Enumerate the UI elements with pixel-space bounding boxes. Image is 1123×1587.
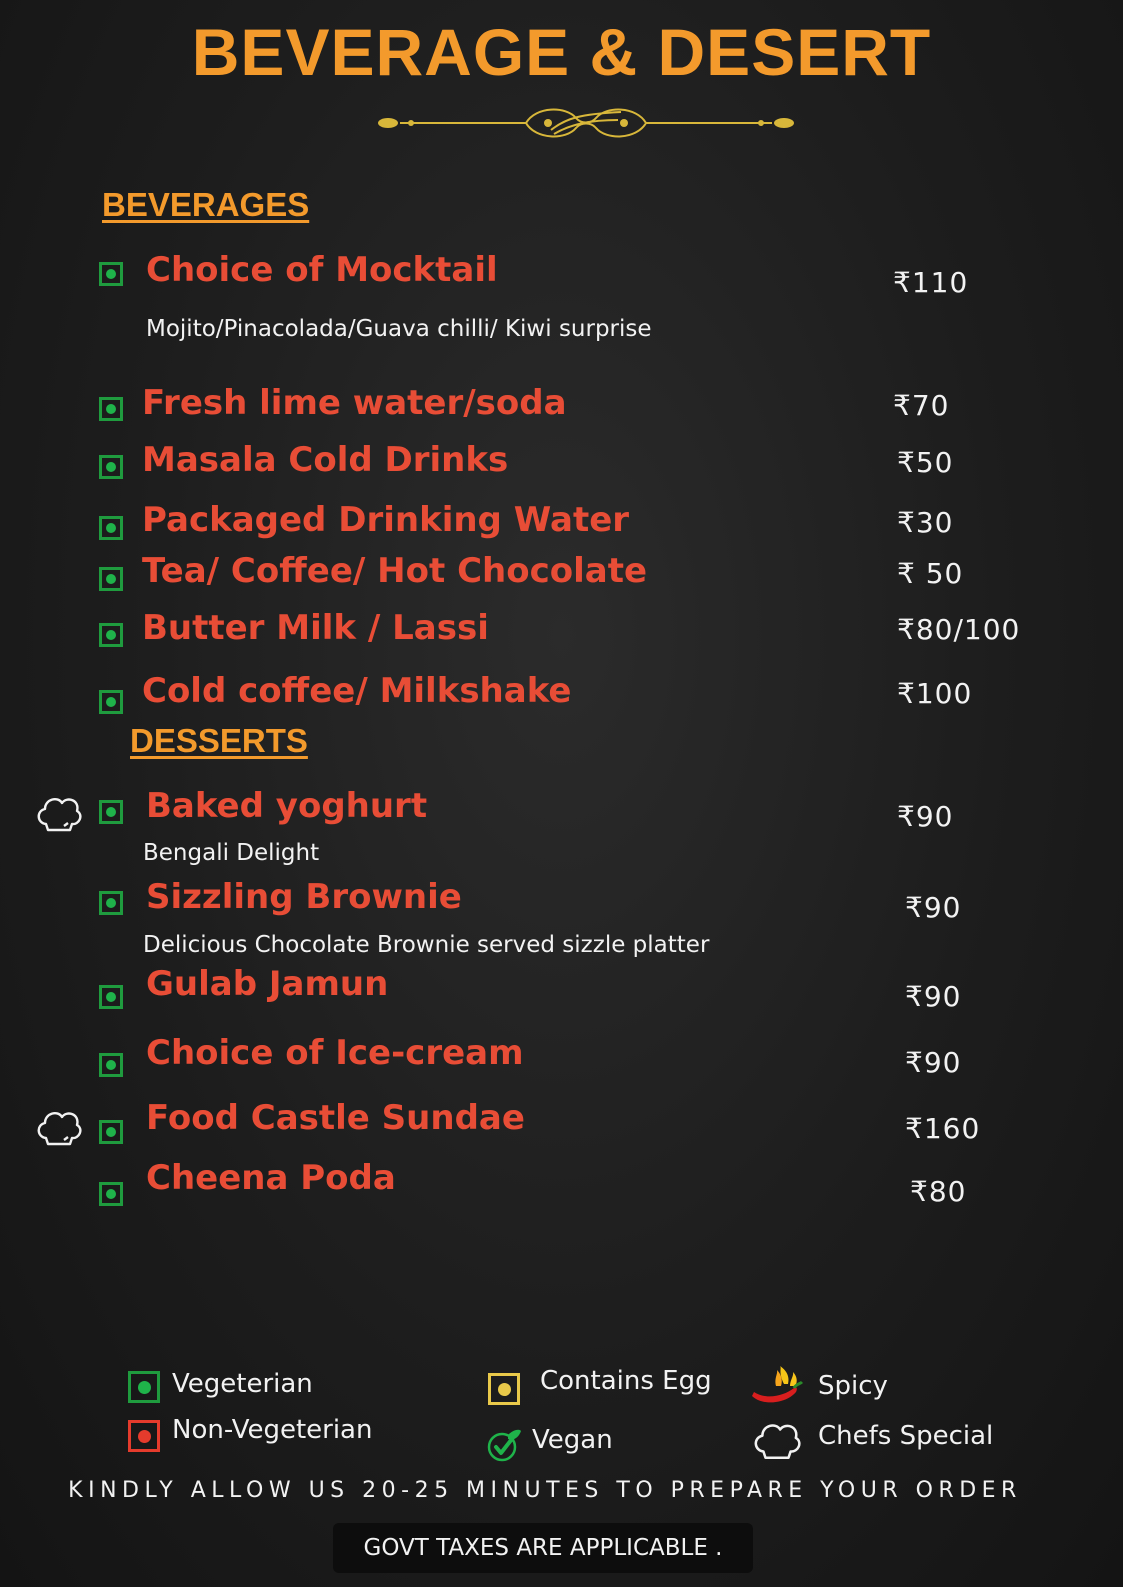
- veg-icon: [99, 455, 123, 479]
- veg-icon: [99, 1182, 123, 1206]
- legend-veg-label: Vegeterian: [172, 1369, 313, 1399]
- menu-item-name: Tea/ Coffee/ Hot Chocolate: [142, 551, 648, 591]
- legend-nonveg-label: Non-Vegeterian: [172, 1415, 373, 1445]
- menu-item-name: Butter Milk / Lassi: [142, 608, 489, 648]
- veg-icon: [99, 397, 123, 421]
- veg-icon: [99, 262, 123, 286]
- legend-chef-label: Chefs Special: [818, 1421, 994, 1451]
- veg-icon: [99, 800, 123, 824]
- legend-spicy-label: Spicy: [818, 1371, 888, 1401]
- menu-item-price: ₹160: [905, 1112, 981, 1145]
- legend-vegan-label: Vegan: [532, 1425, 613, 1455]
- menu-item-name: Sizzling Brownie: [146, 877, 462, 917]
- menu-title: BEVERAGE & DESERT: [191, 15, 932, 89]
- menu-item-description: Mojito/Pinacolada/Guava chilli/ Kiwi surprise: [146, 316, 652, 342]
- menu-item-name: Masala Cold Drinks: [142, 440, 509, 480]
- menu-item-name: Choice of Mocktail: [146, 250, 498, 290]
- legend-egg-icon: [488, 1373, 520, 1405]
- menu-item-price: ₹110: [893, 266, 969, 299]
- menu-item-price: ₹70: [893, 389, 950, 422]
- beverages-heading: BEVERAGES: [102, 186, 310, 223]
- menu-item-name: Fresh lime water/soda: [142, 383, 567, 423]
- menu-item-name: Food Castle Sundae: [146, 1098, 525, 1138]
- menu-item-price: ₹ 50: [897, 557, 964, 590]
- legend-chef-hat-icon: [750, 1418, 804, 1464]
- veg-icon: [99, 690, 123, 714]
- menu-item-description: Bengali Delight: [143, 840, 320, 866]
- legend-veg-icon: [128, 1371, 160, 1403]
- spicy-chili-icon: [750, 1366, 804, 1406]
- taxes-notice-text: GOVT TAXES ARE APPLICABLE .: [363, 1535, 723, 1561]
- legend-egg-label: Contains Egg: [540, 1366, 712, 1396]
- menu-item-price: ₹90: [897, 800, 954, 833]
- veg-icon: [99, 567, 123, 591]
- menu-item-name: Choice of Ice-cream: [146, 1033, 524, 1073]
- veg-icon: [99, 1120, 123, 1144]
- veg-icon: [99, 623, 123, 647]
- menu-item-price: ₹80/100: [897, 613, 1021, 646]
- desserts-heading: DESSERTS: [130, 722, 308, 759]
- menu-item-price: ₹80: [910, 1175, 967, 1208]
- vegan-leaf-icon: [486, 1427, 522, 1463]
- preparation-notice: KINDLY ALLOW US 20-25 MINUTES TO PREPARE YOUR ORDER: [68, 1478, 1022, 1503]
- taxes-notice: [333, 1523, 753, 1573]
- veg-icon: [99, 985, 123, 1009]
- menu-item-price: ₹90: [905, 980, 962, 1013]
- menu-item-name: Cold coffee/ Milkshake: [142, 671, 572, 711]
- menu-item-name: Gulab Jamun: [146, 964, 389, 1004]
- veg-icon: [99, 1053, 123, 1077]
- menu-item-price: ₹90: [905, 1046, 962, 1079]
- menu-item-price: ₹30: [897, 506, 954, 539]
- menu-item-price: ₹50: [897, 446, 954, 479]
- menu-item-description: Delicious Chocolate Brownie served sizzle platter: [143, 932, 710, 958]
- menu-item-price: ₹90: [905, 891, 962, 924]
- menu-item-name: Baked yoghurt: [146, 786, 428, 826]
- chef-hat-icon: [34, 792, 84, 836]
- veg-icon: [99, 891, 123, 915]
- ornamental-divider: [376, 100, 796, 146]
- menu-item-name: Packaged Drinking Water: [142, 500, 630, 540]
- chef-hat-icon: [34, 1106, 84, 1150]
- veg-icon: [99, 516, 123, 540]
- menu-item-name: Cheena Poda: [146, 1158, 396, 1198]
- menu-item-price: ₹100: [897, 677, 973, 710]
- legend-nonveg-icon: [128, 1420, 160, 1452]
